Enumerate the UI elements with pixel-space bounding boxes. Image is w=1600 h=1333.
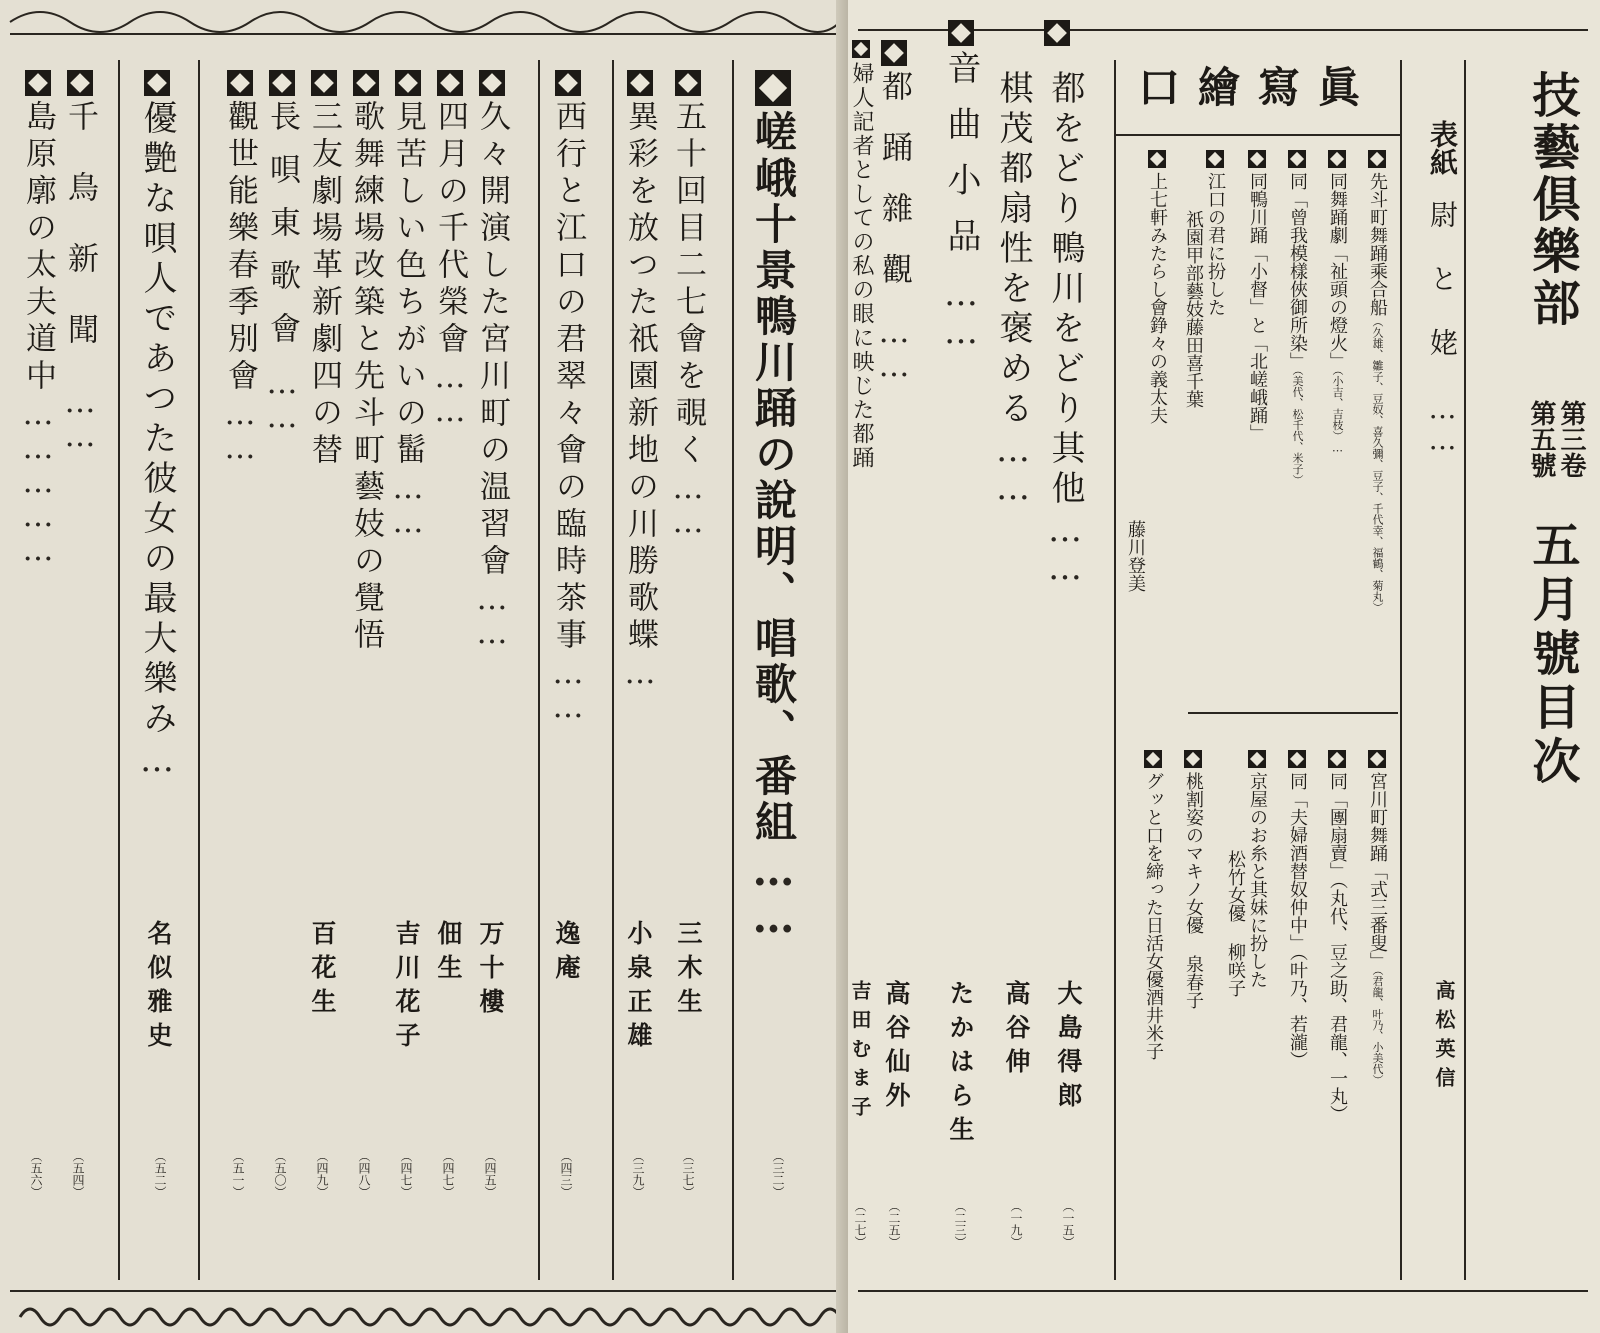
toc-entry-title[interactable]: 長唄東歌會…… xyxy=(266,70,297,433)
toc-entry-title[interactable]: 異彩を放つた祇園新地の川勝歌蝶… xyxy=(624,70,655,689)
volume-label: 第三卷 xyxy=(1556,400,1586,478)
diamond-bullet-icon xyxy=(881,40,907,66)
page-number: （四三） xyxy=(559,1150,573,1198)
right-page xyxy=(848,0,1600,1333)
toc-entry-title[interactable]: 久々開演した宮川町の温習會…… xyxy=(476,70,507,649)
magazine-title: 技藝倶樂部 xyxy=(1524,70,1580,330)
toc-entry-author: たかはら生 xyxy=(946,980,975,1150)
toc-entry-author: 逸庵 xyxy=(552,920,581,988)
photo-caption-sub: 藤川登美 xyxy=(1125,520,1146,592)
diamond-bullet-icon xyxy=(1328,750,1346,768)
toc-entry-title[interactable]: 見苦しい色ちがいの髷…… xyxy=(392,70,423,538)
toc-entry-title[interactable]: 棋茂都扇性を褒める…… xyxy=(993,70,1033,506)
page-number: （三九） xyxy=(631,1150,645,1198)
diamond-bullet-icon xyxy=(675,70,701,96)
page-number: （五一） xyxy=(231,1150,245,1198)
page-number: （三二） xyxy=(771,1150,785,1198)
diamond-bullet-icon xyxy=(1368,150,1386,168)
diamond-bullet-icon xyxy=(269,70,295,96)
photo-caption[interactable]: グッと口を締った日活女優酒井米子 xyxy=(1144,750,1162,1060)
photo-caption[interactable]: 京屋のお糸と其妹に扮した xyxy=(1248,750,1266,988)
diamond-bullet-icon xyxy=(1144,750,1162,768)
diamond-bullet-icon xyxy=(144,70,170,96)
toc-entry-title[interactable]: 嵯峨十景鴨川踊の說明、唱歌、番組…… xyxy=(752,70,794,940)
toc-entry-title[interactable]: 歌舞練場改築と先斗町藝妓の覺悟 xyxy=(350,70,381,655)
toc-entry-title[interactable]: 西行と江口の君翠々會の臨時茶事…… xyxy=(552,70,583,723)
diamond-bullet-icon xyxy=(1248,150,1266,168)
diamond-bullet-icon xyxy=(227,70,253,96)
toc-entry-title[interactable]: 都踊雜觀…… xyxy=(878,40,909,382)
diamond-bullet-icon xyxy=(1248,750,1266,768)
toc-entry-author: 名似雅史 xyxy=(144,920,173,1056)
bottom-ornament-right xyxy=(848,1287,1600,1333)
page-number: （四七） xyxy=(399,1150,413,1198)
toc-entry-title[interactable]: 都をどり鴨川をどり其他…… xyxy=(1045,70,1085,586)
toc-entry-author: 百花生 xyxy=(308,920,337,1022)
diamond-bullet-icon xyxy=(948,20,974,46)
toc-entry-title[interactable]: 島原廓の太夫道中…………… xyxy=(22,70,53,566)
divider xyxy=(1114,60,1116,1280)
page-number: （四七） xyxy=(441,1150,455,1198)
photo-caption[interactable]: 宮川町舞踊「式三番叟」（君龍、叶乃、小美代） xyxy=(1368,750,1386,1086)
diamond-bullet-icon xyxy=(555,70,581,96)
divider xyxy=(538,60,540,1280)
toc-entry-author: 三木生 xyxy=(674,920,703,1022)
diamond-bullet-icon xyxy=(1206,150,1224,168)
diamond-bullet-icon xyxy=(852,40,870,58)
toc-entry-author: 高谷仙外 xyxy=(882,980,911,1116)
diamond-bullet-icon xyxy=(353,70,379,96)
toc-entry-author: 高谷伸 xyxy=(1002,980,1031,1082)
divider xyxy=(198,60,200,1280)
toc-entry-title[interactable]: 婦人記者としての私の眼に映じた都踊 xyxy=(850,40,872,470)
photo-caption[interactable]: 同鴨川踊「小督」と「北嵯峨踊」 xyxy=(1248,150,1266,442)
page-number: （五四） xyxy=(71,1150,85,1198)
section-separator xyxy=(1188,712,1398,726)
diamond-bullet-icon xyxy=(311,70,337,96)
bottom-ornament-left xyxy=(0,1287,848,1333)
toc-entry-title[interactable]: 千鳥新聞…… xyxy=(64,70,95,452)
toc-entry-author: 大島得郎 xyxy=(1054,980,1083,1116)
photo-caption[interactable]: 同舞踊劇「祉頭の燈火」（小吉、吉枝）… xyxy=(1328,150,1346,455)
diamond-bullet-icon xyxy=(1328,150,1346,168)
divider xyxy=(732,60,734,1280)
page-number: （三七） xyxy=(681,1150,695,1198)
toc-entry-title[interactable]: 音曲小品…… xyxy=(944,20,978,350)
cover-author: 高松英信 xyxy=(1432,980,1456,1096)
page-number: （二七） xyxy=(853,1200,867,1248)
diamond-bullet-icon xyxy=(1368,750,1386,768)
toc-entry-title[interactable]: 優艶な唄人であつた彼女の最大樂み… xyxy=(140,70,174,778)
page-number: （四八） xyxy=(357,1150,371,1198)
cover-title[interactable]: 尉と姥…… xyxy=(1426,200,1459,454)
photo-caption[interactable]: 桃割姿のマキノ女優 泉春子 xyxy=(1184,750,1202,1009)
page-number: （二三） xyxy=(953,1200,967,1248)
toc-entry-author: 吉田むま子 xyxy=(848,980,872,1125)
toc-entry-author: 小泉正雄 xyxy=(624,920,653,1056)
toc-entry-title[interactable]: 四月の千代榮會…… xyxy=(434,70,465,427)
photo-caption[interactable]: 同「曾我模樣俠御所染」（美代、松千代、米子） xyxy=(1288,150,1306,486)
diamond-bullet-icon xyxy=(1148,150,1166,168)
toc-entry-author: 佃生 xyxy=(434,920,463,988)
diamond-bullet-icon xyxy=(395,70,421,96)
top-ornament-left xyxy=(0,0,848,36)
toc-entry-title[interactable]: 觀世能樂春季別會…… xyxy=(224,70,255,464)
page-number: （四五） xyxy=(483,1150,497,1198)
diamond-bullet-icon xyxy=(627,70,653,96)
diamond-bullet-icon xyxy=(479,70,505,96)
diamond-bullet-icon xyxy=(25,70,51,96)
cover-label: 表紙 xyxy=(1426,120,1459,176)
toc-entry-author: 吉川花子 xyxy=(392,920,421,1056)
photo-caption[interactable]: 江口の君に扮した xyxy=(1206,150,1224,316)
toc-entry-author: 万十樓 xyxy=(476,920,505,1022)
issue-title: 五月號目次 xyxy=(1524,520,1580,790)
diamond-bullet-icon xyxy=(67,70,93,96)
page-number: （四九） xyxy=(315,1150,329,1198)
divider xyxy=(1400,60,1402,1280)
page-number: （五六） xyxy=(29,1150,43,1198)
photo-caption[interactable]: 先斗町舞踊乘合船（久雄、雛子、豆奴、喜久彌、豆子、千代幸、福鶴、菊丸） xyxy=(1368,150,1386,613)
diamond-bullet-icon xyxy=(1044,20,1070,46)
page-number: （一五） xyxy=(1061,1200,1075,1248)
toc-entry-title[interactable]: 五十回目二七會を覗く…… xyxy=(672,70,703,538)
page-number: （一九） xyxy=(1009,1200,1023,1248)
frontispiece-heading: 口繪寫眞 xyxy=(1137,63,1378,112)
divider xyxy=(1116,134,1400,136)
photo-caption-sub: 祇園甲部藝妓藤田喜千葉 xyxy=(1183,210,1204,408)
photo-caption[interactable]: 同「夫婦酒替奴仲中」（叶乃、若瀧） xyxy=(1288,750,1306,1069)
diamond-bullet-icon xyxy=(755,70,791,106)
page-number: （五〇） xyxy=(273,1150,287,1198)
page-number: （五二） xyxy=(153,1150,167,1198)
diamond-bullet-icon xyxy=(1288,150,1306,168)
photo-caption[interactable]: 同「團扇賣」（丸代、豆之助、君龍、一丸） xyxy=(1328,750,1346,1123)
divider xyxy=(612,60,614,1280)
divider xyxy=(1464,60,1466,1280)
diamond-bullet-icon xyxy=(1184,750,1202,768)
photo-caption-sub: 松竹女優 柳咲子 xyxy=(1225,850,1246,997)
photo-caption[interactable]: 上七軒みたらし會錚々の義太夫 xyxy=(1148,150,1166,424)
diamond-bullet-icon xyxy=(1288,750,1306,768)
divider xyxy=(118,60,120,1280)
number-label: 第五號 xyxy=(1526,400,1556,478)
toc-entry-title[interactable]: 三友劇場革新劇四の替 xyxy=(308,70,339,470)
page-number: （二五） xyxy=(887,1200,901,1248)
bullet-row xyxy=(1044,20,1070,54)
diamond-bullet-icon xyxy=(437,70,463,96)
